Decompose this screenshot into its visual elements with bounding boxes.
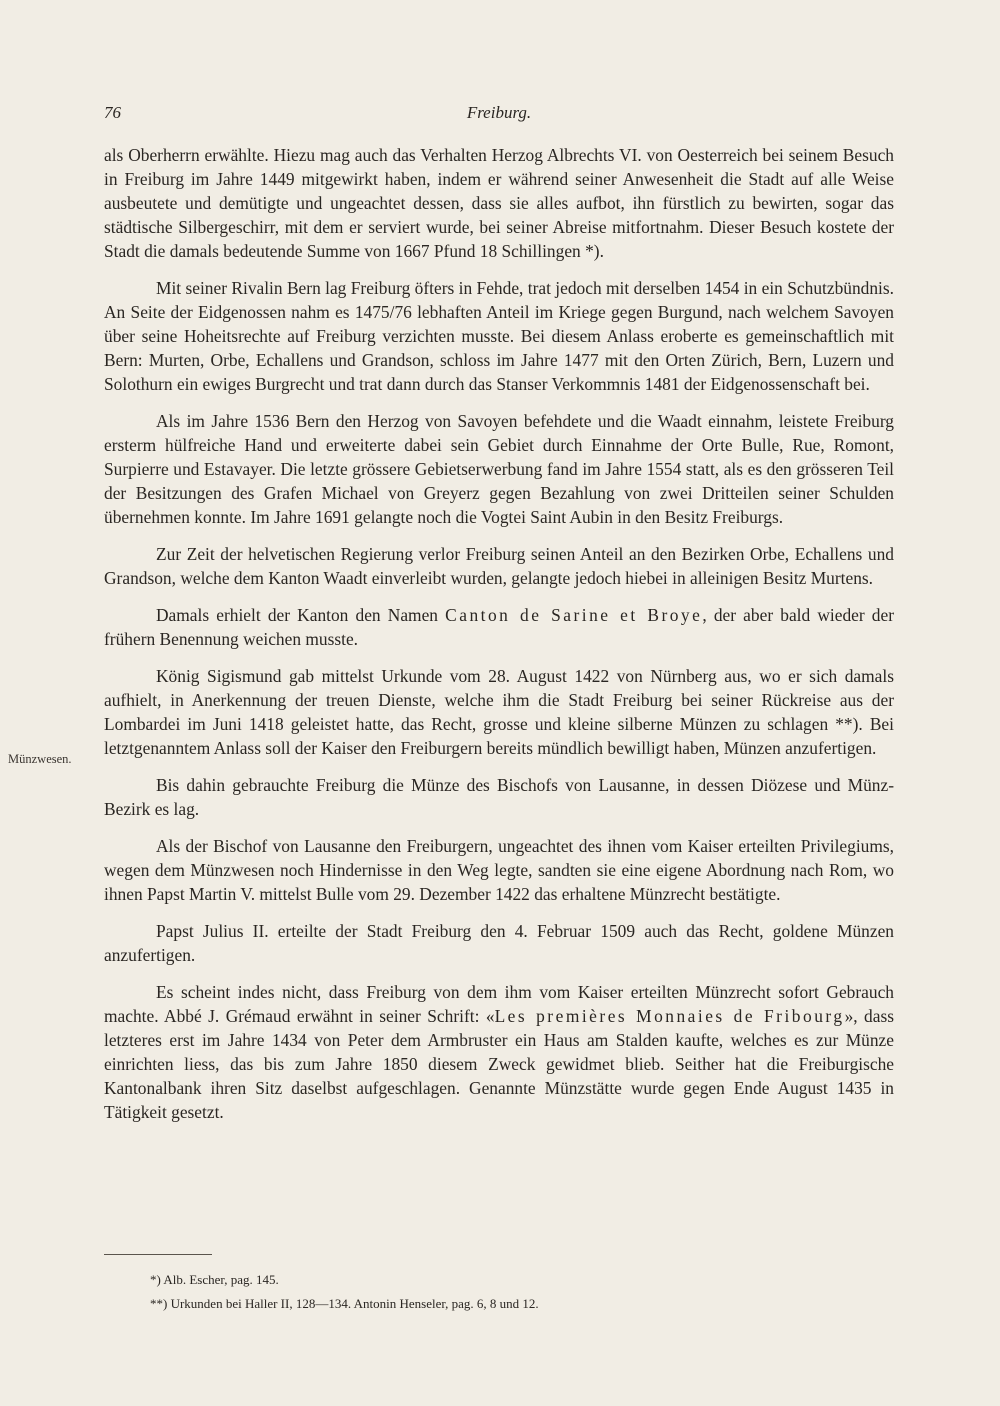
footnote: *) Alb. Escher, pag. 145. — [150, 1272, 279, 1287]
page-number: 76 — [104, 103, 121, 122]
footnotes — [150, 1268, 539, 1316]
paragraph: als Oberherrn erwählte. Hiezu mag auch das Verhalten Herzog Albrechts VI. von Oesterreich bei seinem Besuch in Freiburg im Jahre 1449 mitgewirkt haben, indem er während seiner Anwesenheit die Stadt auf alle Weise ausbeutete und demütigte und ungeachtet dessen, dass sie alles aufbot, ihn fürstlich zu bewirten, sogar das städtische Silbergeschirr, mit dem er serviert wurde, bei seiner Abreise mitfortnahm. Dieser Besuch kostete der Stadt die damals bedeutende Summe von 1667 Pfund 18 Schillingen *). — [104, 145, 894, 261]
paragraph — [104, 603, 894, 651]
paragraph: Zur Zeit der helvetischen Regierung verlor Freiburg seinen Anteil an den Bezirken Orbe, Echallens und Grandson, welche dem Kanton Waadt einverleibt wurden, gelangte jedoch hiebei in alleinigen Besitz Murtens. — [104, 544, 894, 588]
paragraph: Als der Bischof von Lausanne den Freiburgern, ungeachtet des ihnen vom Kaiser erteilten Privilegiums, wegen dem Münzwesen noch Hindernisse in den Weg legte, sandten sie eine eigene Abordnung nach Rom, wo ihnen Papst Martin V. mittelst Bulle vom 29. Dezember 1422 das erhaltene Münzrecht bestätigte. — [104, 836, 894, 904]
paragraph: Mit seiner Rivalin Bern lag Freiburg öfters in Fehde, trat jedoch mit derselben 1454 in ein Schutzbündnis. An Seite der Eidgenossen nahm es 1475/76 lebhaften Anteil im Kriege gegen Burgund, nach welchem Savoyen über seine Hoheitsrechte auf Freiburg verzichten musste. Bei diesem Anlass eroberte es gemeinschaftlich mit Bern: Murten, Orbe, Echallens und Grandson, schloss im Jahre 1477 mit den Orten Zürich, Bern, Luzern und Solothurn ein ewiges Burgrecht und trat dann durch das Stanser Verkommnis 1481 der Eidgenossenschaft bei. — [104, 278, 894, 394]
page-header — [104, 103, 894, 133]
text-run: , der aber bald wieder der frühern Benennung weichen musste. — [104, 605, 894, 649]
margin-note: Münzwesen. — [8, 752, 72, 766]
paragraph: König Sigismund gab mittelst Urkunde vom 28. August 1422 von Nürnberg aus, wo er sich damals aufhielt, in Anerkennung der treuen Dienste, welche ihm die Stadt Freiburg bei seiner Rückreise aus der Lombardei im Juni 1418 geleistet hatte, das Recht, grosse und kleine silberne Münzen zu schlagen **). Bei letztgenanntem Anlass soll der Kaiser den Freiburgern bereits mündlich bewilligt haben, Münzen anzufertigen. — [104, 666, 894, 758]
footnote-divider — [104, 1254, 212, 1255]
text-run: Es scheint indes nicht, dass Freiburg von dem ihm vom Kaiser erteilten Münzrecht sofort Gebrauch machte. Abbé J. Grémaud erwähnt in seiner Schrift: « — [104, 982, 894, 1026]
paragraph: Als im Jahre 1536 Bern den Herzog von Savoyen befehdete und die Waadt einnahm, leistete Freiburg ersterm hülfreiche Hand und erweiterte dabei sein Gebiet durch Einnahme der Orte Bulle, Rue, Romont, Surpierre und Estavayer. Die letzte grössere Gebietserwerbung fand im Jahre 1554 statt, als es den grösseren Teil der Besitzungen des Grafen Michael von Greyerz gegen Bezahlung von zwei Dritteilen seiner Schulden übernehmen konnte. Im Jahre 1691 gelangte noch die Vogtei Saint Aubin in den Besitz Freiburgs. — [104, 411, 894, 527]
spaced-name: Canton de Sarine et Broye — [445, 605, 703, 625]
spaced-title: Les premières Monnaies de Fribourg — [494, 1006, 845, 1026]
paragraph — [104, 980, 894, 1124]
text-run: », dass letzteres erst im Jahre 1434 von Peter dem Armbruster ein Haus am Stalden kaufte, welches es zur Münze einrichten liess, das bis zum Jahre 1850 diesem Zweck gewidmet blieb. Seither hat die Freiburgische Kantonalbank ihren Sitz daselbst aufgeschlagen. Genannte Münzstätte wurde gegen Ende August 1435 in Tätigkeit gesetzt. — [104, 1006, 894, 1122]
footnote: **) Urkunden bei Haller II, 128—134. Antonin Henseler, pag. 6, 8 und 12. — [150, 1296, 539, 1311]
running-title: Freiburg. — [466, 103, 532, 122]
text-run: Damals erhielt der Kanton den Namen — [156, 605, 446, 625]
paragraph: Bis dahin gebrauchte Freiburg die Münze des Bischofs von Lausanne, in dessen Diözese und Münz-Bezirk es lag. — [104, 775, 894, 819]
body-text — [104, 143, 894, 1137]
paragraph: Papst Julius II. erteilte der Stadt Freiburg den 4. Februar 1509 auch das Recht, goldene Münzen anzufertigen. — [104, 921, 894, 965]
